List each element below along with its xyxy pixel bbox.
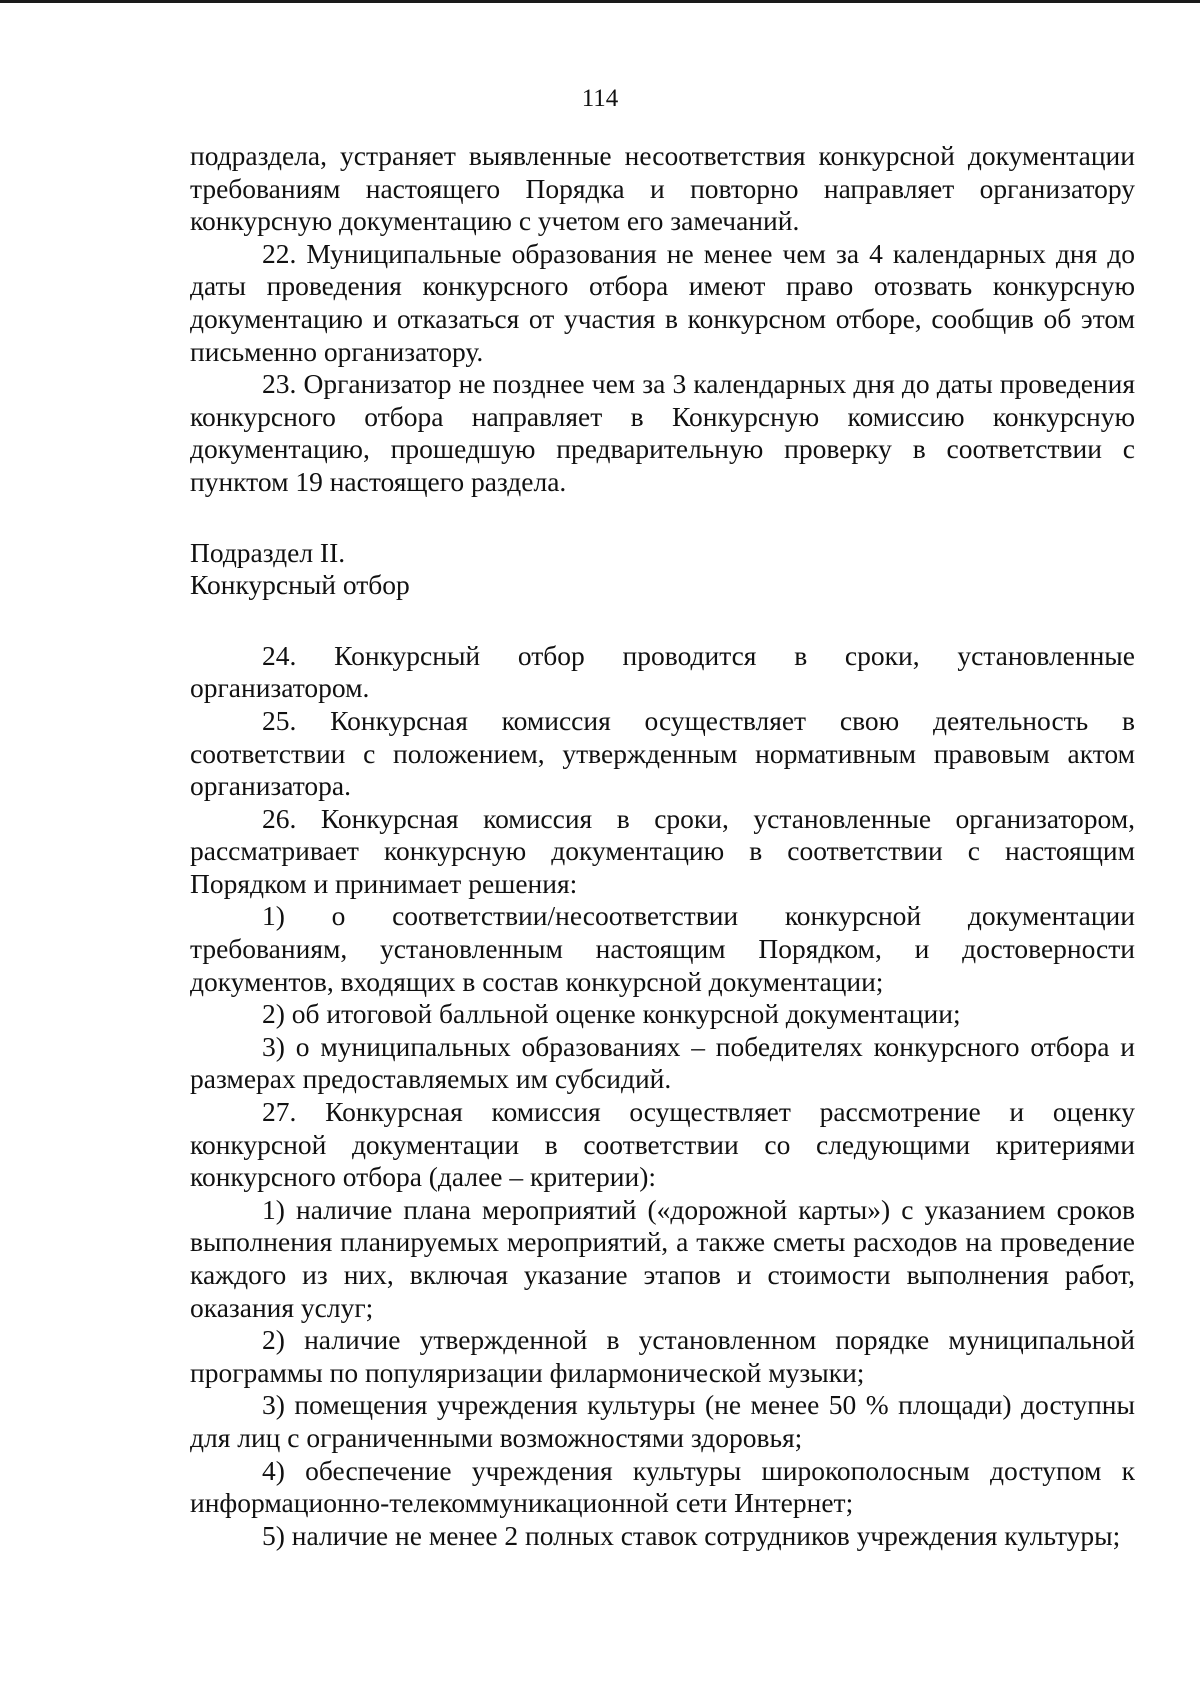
paragraph-27-item-2: 2) наличие утвержденной в установленном порядке муниципальной программы по популяризации филармонической музыки; bbox=[190, 1324, 1135, 1388]
paragraph-23: 23. Организатор не позднее чем за 3 календарных дня до даты проведения конкурсного отбора направляет в Конкурсную комиссию конкурсную документацию, прошедшую предварительную проверку в соответствии с пунктом 19 настоящего раздела. bbox=[190, 368, 1135, 497]
paragraph-27-item-5: 5) наличие не менее 2 полных ставок сотрудников учреждения культуры; bbox=[262, 1519, 1121, 1551]
document-body bbox=[190, 140, 1135, 1552]
paragraph-27-item-1: 1) наличие плана мероприятий («дорожной карты») с указанием сроков выполнения планируемых мероприятий, а также сметы расходов на проведение каждого из них, включая указание этапов и стоимости выполнения работ, оказания услуг; bbox=[190, 1193, 1135, 1323]
paragraph-continuation: подраздела, устраняет выявленные несоответствия конкурсной документации требованиям настоящего Порядка и повторно направляет организатору конкурсную документацию с учетом его замечаний. bbox=[190, 140, 1135, 237]
top-scan-border bbox=[0, 0, 1200, 3]
subsection-title: Конкурсный отбор bbox=[190, 569, 410, 601]
paragraph-27-item-4: 4) обеспечение учреждения культуры широкополосным доступом к информационно-телекоммуникационной сети Интернет; bbox=[190, 1454, 1135, 1519]
paragraph-26-item-1: 1) о соответствии/несоответствии конкурсной документации требованиям, установленным настоящим Порядком, и достоверности документов, входящих в состав конкурсной документации; bbox=[190, 900, 1135, 997]
page-number: 114 bbox=[581, 85, 619, 112]
paragraph-26-item-2: 2) об итоговой балльной оценке конкурсной документации; bbox=[262, 998, 961, 1030]
paragraph-22: 22. Муниципальные образования не менее чем за 4 календарных дня до даты проведения конкурсного отбора имеют право отозвать конкурсную документацию и отказаться от участия в конкурсном отборе, сообщив об этом письменно организатору. bbox=[190, 237, 1135, 367]
paragraph-25: 25. Конкурсная комиссия осуществляет свою деятельность в соответствии с положением, утвержденным нормативным правовым актом организатора. bbox=[190, 704, 1135, 802]
paragraph-26: 26. Конкурсная комиссия в сроки, установленные организатором, рассматривает конкурсную документацию в соответствии с настоящим Порядком и принимает решения: bbox=[190, 802, 1135, 899]
paragraph-27-item-3: 3) помещения учреждения культуры (не менее 50 % площади) доступны для лиц с ограниченными возможностями здоровья; bbox=[190, 1389, 1135, 1453]
paragraph-27: 27. Конкурсная комиссия осуществляет рассмотрение и оценку конкурсной документации в соответствии со следующими критериями конкурсного отбора (далее – критерии): bbox=[190, 1096, 1135, 1193]
subsection-number: Подраздел II. bbox=[190, 536, 346, 568]
paragraph-24: 24. Конкурсный отбор проводится в сроки, установленные организатором. bbox=[190, 639, 1135, 704]
subsection-heading bbox=[190, 537, 1135, 602]
paragraph-26-item-3: 3) о муниципальных образованиях – победителях конкурсного отбора и размерах предоставляемых им субсидий. bbox=[190, 1030, 1135, 1095]
